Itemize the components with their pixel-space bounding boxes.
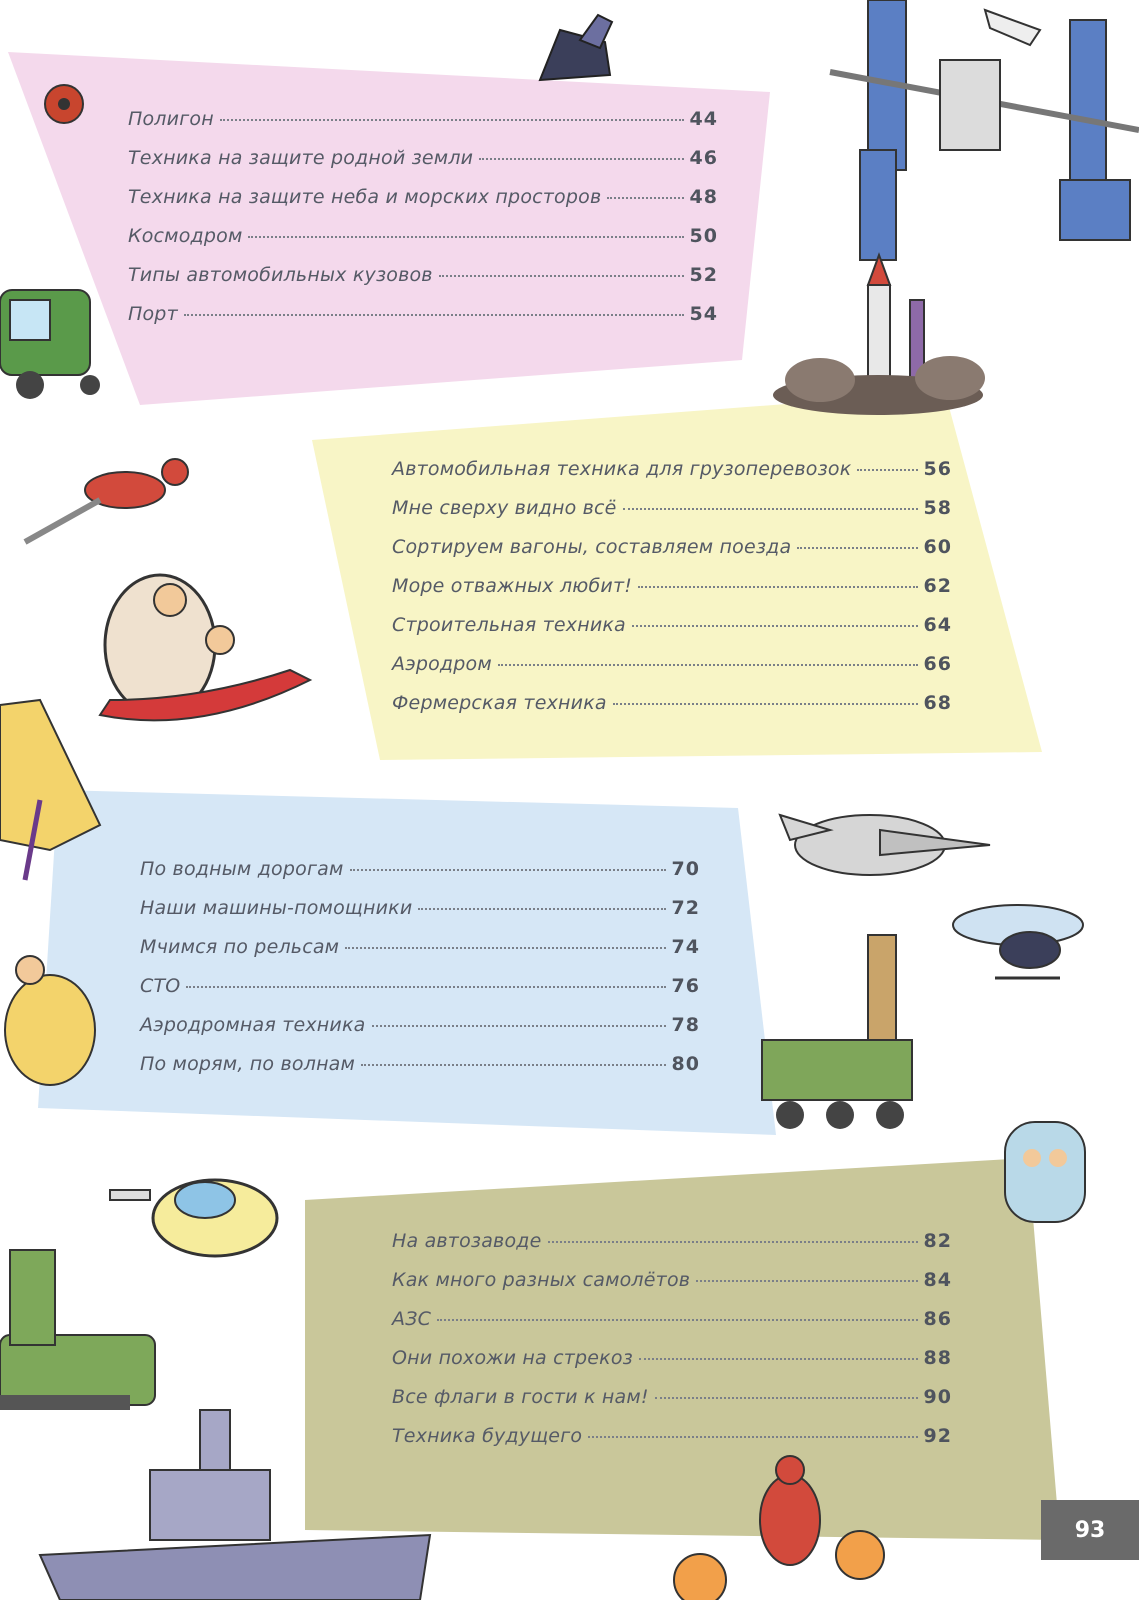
toc-entry[interactable] (140, 897, 700, 919)
helicopter-icon (953, 905, 1083, 978)
toc-entry[interactable] (128, 186, 718, 208)
toc-entry[interactable] (392, 575, 952, 597)
drilling-truck-icon (762, 935, 912, 1129)
toc-title: Типы автомобильных кузовов (128, 264, 433, 286)
toc-page: 58 (923, 497, 952, 519)
toc-title: Они похожи на стрекоз (392, 1347, 633, 1369)
toc-section-4 (392, 1230, 952, 1460)
toc-title: Техника на защите неба и морских просторов (128, 186, 602, 208)
toc-page: 84 (923, 1269, 952, 1291)
toc-title: На автозаводе (392, 1230, 542, 1252)
toc-title: Космодром (128, 225, 243, 247)
toc-title: Аэродромная техника (140, 1014, 366, 1036)
toc-page: 62 (923, 575, 952, 597)
warship-icon (40, 1410, 430, 1600)
toc-page: 46 (689, 147, 718, 169)
toc-page: 86 (923, 1308, 952, 1330)
snowmobile-icon (5, 956, 95, 1085)
space-station-icon (830, 0, 1139, 260)
soccer-ball-icon (45, 85, 83, 123)
toc-page: 72 (671, 897, 700, 919)
toc-title: СТО (140, 975, 181, 997)
bubble-car-icon (1005, 1122, 1085, 1222)
toc-title: Море отважных любит! (392, 575, 633, 597)
toc-section-2 (392, 458, 952, 728)
toc-title: По водным дорогам (140, 858, 344, 880)
toc-entry[interactable] (128, 303, 718, 325)
toc-section-1 (128, 108, 718, 338)
toc-page: 52 (689, 264, 718, 286)
toc-title: Техника на защите родной земли (128, 147, 474, 169)
hover-car-icon (110, 1180, 277, 1256)
toc-entry[interactable] (140, 858, 700, 880)
toc-entry[interactable] (128, 147, 718, 169)
toc-page: 92 (923, 1425, 952, 1447)
tank-icon (0, 1250, 155, 1410)
toc-entry[interactable] (392, 614, 952, 636)
toc-entry[interactable] (392, 1425, 952, 1447)
motorcycle-icon (674, 1456, 884, 1600)
toc-entry[interactable] (128, 108, 718, 130)
toc-title: АЗС (392, 1308, 432, 1330)
toc-title: Наши машины-помощники (140, 897, 413, 919)
hang-glider-icon (0, 700, 100, 880)
jetpack-pilot-icon (25, 459, 188, 542)
toc-entry[interactable] (140, 975, 700, 997)
rocket-launch-icon (773, 255, 985, 415)
toc-entry[interactable] (140, 936, 700, 958)
toc-entry[interactable] (392, 1269, 952, 1291)
toc-title: Строительная техника (392, 614, 626, 636)
toc-page: 44 (689, 108, 718, 130)
toc-entry[interactable] (392, 536, 952, 558)
toc-title: Техника будущего (392, 1425, 583, 1447)
toc-page: 80 (671, 1053, 700, 1075)
toc-entry[interactable] (392, 1347, 952, 1369)
toc-page: 78 (671, 1014, 700, 1036)
toc-entry[interactable] (392, 653, 952, 675)
toc-title: Фермерская техника (392, 692, 607, 714)
toc-title: Сортируем вагоны, составляем поезда (392, 536, 792, 558)
street-sweeper-icon (0, 290, 100, 399)
toc-page: 60 (923, 536, 952, 558)
toc-title: Все флаги в гости к нам! (392, 1386, 649, 1408)
toc-page: 76 (671, 975, 700, 997)
toc-page: 54 (689, 303, 718, 325)
toc-entry[interactable] (392, 1308, 952, 1330)
toc-page: 82 (923, 1230, 952, 1252)
toc-title: Аэродром (392, 653, 492, 675)
toc-section-3 (140, 858, 700, 1088)
toc-page: 90 (923, 1386, 952, 1408)
toc-page: 50 (689, 225, 718, 247)
page-number: 93 (1041, 1500, 1139, 1560)
toc-page: 88 (923, 1347, 952, 1369)
toc-title: Мчимся по рельсам (140, 936, 340, 958)
toc-title: Мне сверху видно всё (392, 497, 617, 519)
toc-title: Порт (128, 303, 178, 325)
toc-entry[interactable] (128, 264, 718, 286)
toc-title: Автомобильная техника для грузоперевозок (392, 458, 852, 480)
toc-entry[interactable] (392, 692, 952, 714)
shuttle-icon (985, 10, 1040, 45)
toc-title: Как много разных самолётов (392, 1269, 691, 1291)
toc-entry[interactable] (392, 458, 952, 480)
toc-entry[interactable] (140, 1014, 700, 1036)
toc-page: 70 (671, 858, 700, 880)
toc-page: 48 (689, 186, 718, 208)
toc-entry[interactable] (392, 1230, 952, 1252)
toc-page: 68 (923, 692, 952, 714)
toc-title: По морям, по волнам (140, 1053, 356, 1075)
transport-plane-icon (780, 815, 990, 875)
toc-page: 64 (923, 614, 952, 636)
telescope-icon (540, 15, 612, 80)
toc-entry[interactable] (128, 225, 718, 247)
toc-page: 66 (923, 653, 952, 675)
hovercraft-icon (100, 575, 310, 720)
toc-page: 74 (671, 936, 700, 958)
toc-title: Полигон (128, 108, 214, 130)
toc-entry[interactable] (392, 497, 952, 519)
toc-entry[interactable] (140, 1053, 700, 1075)
toc-entry[interactable] (392, 1386, 952, 1408)
toc-page: 56 (923, 458, 952, 480)
